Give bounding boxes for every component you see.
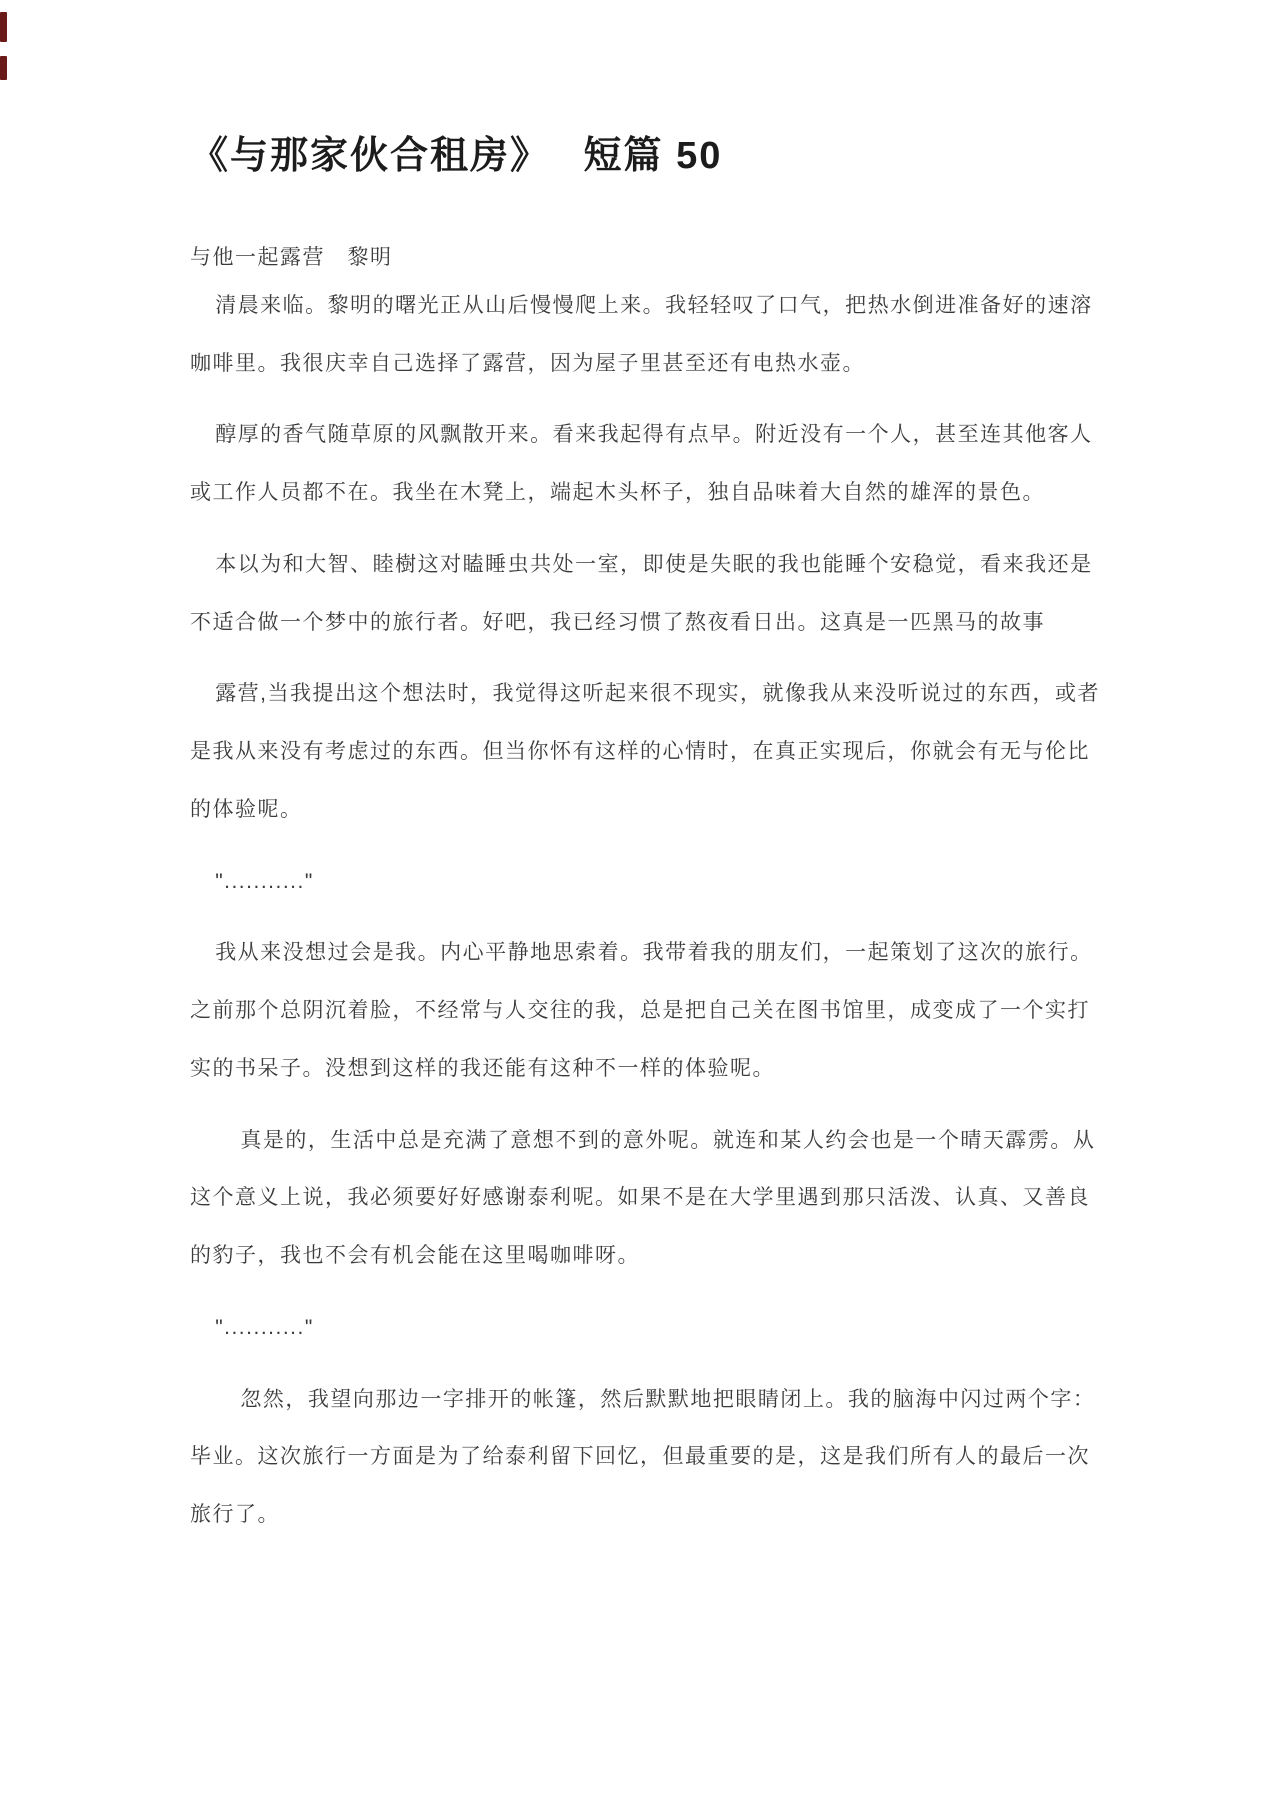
paragraph: 我从来没想过会是我。内心平静地思索着。我带着我的朋友们，一起策划了这次的旅行。之前那个总阴沉着脸，不经常与人交往的我，总是把自己关在图书馆里，成变成了一个实打实的书呆子。没想到这样的我还能有这种不一样的体验呢。 bbox=[190, 941, 1093, 1080]
scan-artifact-mark bbox=[0, 56, 7, 80]
paragraph: 本以为和大智、睦樹这对瞌睡虫共处一室，即使是失眠的我也能睡个安稳觉，看来我还是不适合做一个梦中的旅行者。好吧，我已经习惯了熬夜看日出。这真是一匹黑马的故事 bbox=[190, 552, 1093, 634]
paragraph: 真是的，生活中总是充满了意想不到的意外呢。就连和某人约会也是一个晴天霹雳。从这个意义上说，我必须要好好感谢泰利呢。如果不是在大学里遇到那只活泼、认真、又善良的豹子，我也不会有机会能在这里喝咖啡呀。 bbox=[190, 1128, 1096, 1268]
paragraph: 露营,当我提出这个想法时，我觉得这听起来很不现实，就像我从来没听说过的东西，或者是我从来没有考虑过的东西。但当你怀有这样的心情时，在真正实现后，你就会有无与伦比的体验呢。 bbox=[190, 682, 1101, 821]
paragraph: 忽然，我望向那边一字排开的帐篷，然后默默地把眼睛闭上。我的脑海中闪过两个字：毕业。这次旅行一方面是为了给泰利留下回忆，但最重要的是，这是我们所有人的最后一次旅行了。 bbox=[190, 1387, 1096, 1527]
scan-artifact-mark bbox=[0, 12, 7, 42]
paragraph: 醇厚的香气随草原的风飘散开来。看来我起得有点早。附近没有一个人，甚至连其他客人或工作人员都不在。我坐在木凳上，端起木头杯子，独自品味着大自然的雄浑的景色。 bbox=[190, 423, 1093, 505]
paragraph: 清晨来临。黎明的曙光正从山后慢慢爬上来。我轻轻叹了口气，把热水倒进准备好的速溶咖啡里。我很庆幸自己选择了露营，因为屋子里甚至还有电热水壶。 bbox=[190, 293, 1093, 375]
chapter-subtitle: 与他一起露营 黎明 bbox=[190, 246, 393, 270]
ellipsis-quote: "..........." bbox=[215, 869, 314, 893]
page-title: 《与那家伙合租房》 短篇 50 bbox=[190, 135, 723, 177]
ellipsis-quote: "..........." bbox=[215, 1315, 314, 1339]
